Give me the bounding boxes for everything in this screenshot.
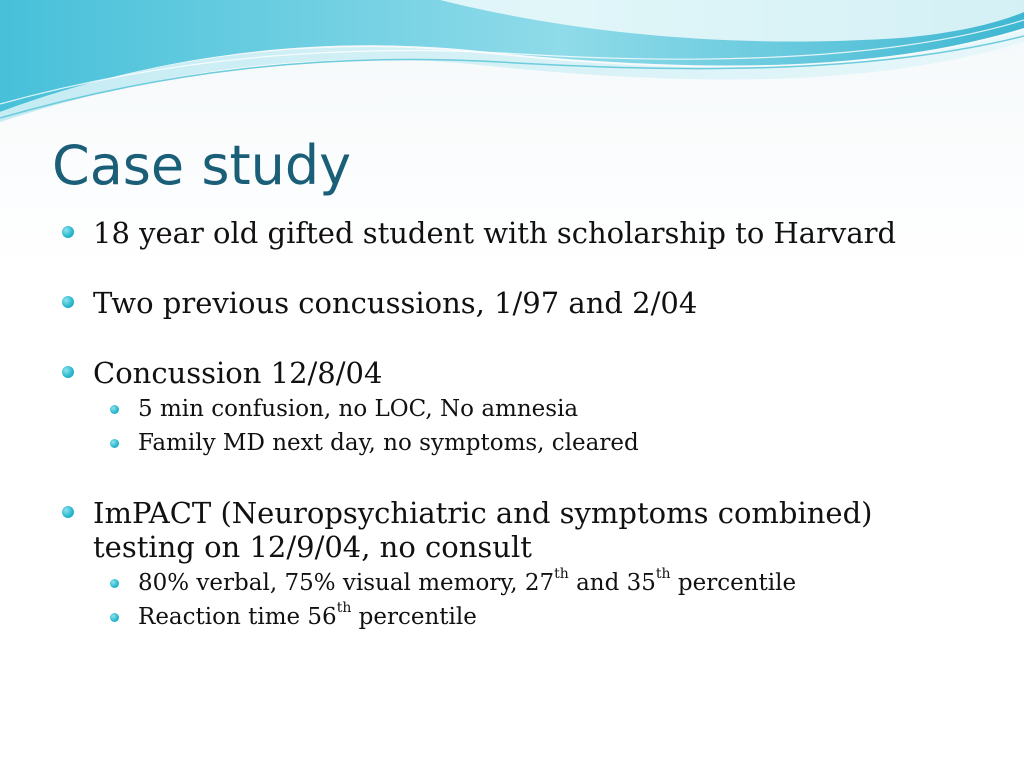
sub-bullet-dot-icon: [110, 579, 119, 588]
sub-bullet-item: [98, 566, 958, 600]
bullet-dot-icon: [62, 226, 74, 238]
sub-bullet-dot-icon: [110, 439, 119, 448]
bullet-item: [58, 286, 958, 320]
slide-content: [58, 216, 958, 670]
sub-bullet-list: [98, 566, 958, 634]
bullet-dot-icon: [62, 296, 74, 308]
sub-bullet-text-part: 80% verbal, 75% visual memory, 27: [138, 570, 555, 596]
sub-bullet-item: [98, 426, 958, 460]
sub-bullet-text-part: percentile: [351, 604, 477, 630]
sub-bullet-dot-icon: [110, 405, 119, 414]
bullet-dot-icon: [62, 366, 74, 378]
bullet-text: Concussion 12/8/04: [93, 356, 383, 390]
ordinal-suffix: th: [336, 600, 352, 617]
sub-bullet-list: [98, 392, 958, 460]
sub-bullet-item: [98, 600, 958, 634]
bullet-dot-icon: [62, 506, 74, 518]
sub-bullet-item: [98, 392, 958, 426]
sub-bullet-text: 5 min confusion, no LOC, No amnesia: [138, 396, 579, 422]
bullet-item: [58, 356, 958, 460]
bullet-list: [58, 216, 958, 634]
sub-bullet-text-part: percentile: [670, 570, 797, 596]
bullet-item: [58, 216, 958, 250]
bullet-item: [58, 496, 958, 634]
bullet-text: ImPACT (Neuropsychiatric and symptoms combined) testing on 12/9/04, no consult: [93, 496, 873, 564]
sub-bullet-text: Family MD next day, no symptoms, cleared: [138, 430, 639, 456]
sub-bullet-dot-icon: [110, 613, 119, 622]
slide-title: Case study: [52, 134, 352, 197]
ordinal-suffix: th: [655, 566, 671, 583]
sub-bullet-text-part: Reaction time 56: [138, 604, 337, 630]
sub-bullet-text-part: and 35: [568, 570, 656, 596]
ordinal-suffix: th: [554, 566, 569, 583]
bullet-text: Two previous concussions, 1/97 and 2/04: [93, 286, 698, 320]
header-wave-decoration: [0, 0, 1024, 130]
bullet-text: 18 year old gifted student with scholarship to Harvard: [93, 216, 897, 250]
